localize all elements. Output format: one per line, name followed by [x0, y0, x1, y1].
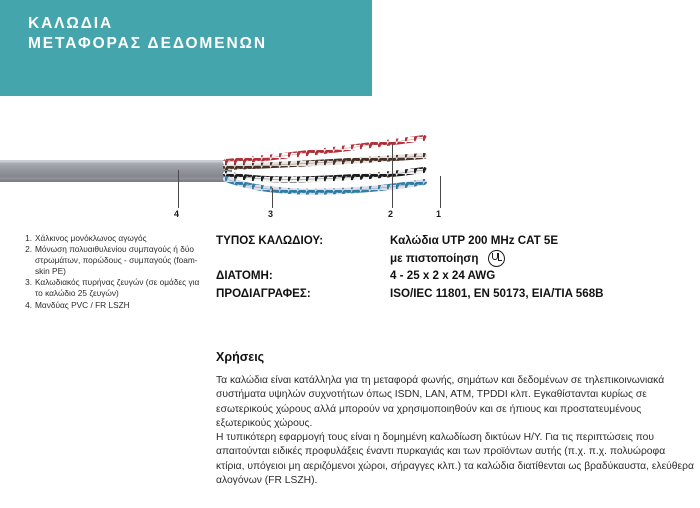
usage-section-body	[216, 374, 694, 488]
twisted-pair-black-white	[226, 170, 424, 180]
spec-label-cross-section: ΔΙΑΤΟΜΗ:	[216, 269, 273, 282]
usage-section-heading: Χρήσεις	[216, 350, 265, 364]
page-title-line-2: ΜΕΤΑΦΟΡΑΣ ΔΕΔΟΜΕΝΩΝ	[28, 35, 267, 52]
legend-item-3-label: Καλωδιακός πυρήνας ζευγών (σε ομάδες για το καλώδιο 25 ζευγών)	[35, 277, 200, 299]
spec-row-cable-type	[216, 232, 694, 250]
spec-row-cross-section	[216, 267, 694, 285]
page-title-line-1: ΚΑΛΩΔΙΑ	[28, 15, 114, 32]
header-banner	[0, 0, 372, 96]
spec-value-certification-text: με πιστοποίηση	[390, 251, 479, 265]
spec-value-cable-type: Καλώδια UTP 200 MHz CAT 5E	[390, 234, 559, 247]
spec-row-standards	[216, 285, 694, 303]
spec-label-certification-spacer	[216, 250, 390, 268]
callout-number-4: 4	[174, 209, 180, 219]
legend-list	[20, 233, 205, 311]
legend-item-2-number: 2.	[25, 244, 32, 255]
legend-item-3	[20, 277, 205, 299]
legend-item-1-number: 1.	[25, 233, 32, 243]
spec-label-standards: ΠΡΟΔΙΑΓΡΑΦΕΣ:	[216, 286, 311, 300]
legend-item-4-label: Μανδύας PVC / FR LSZH	[35, 299, 130, 310]
callout-number-3: 3	[268, 209, 274, 219]
usage-paragraph-1: Τα καλώδια είναι κατάλληλα για τη μεταφορά φωνής, σημάτων και δεδομένων σε τηλεπικοινωνιακά συστήματα υψηλών συχνοτήτων όπως ISDN, LAN, ATM, TPDDI κλπ. Εγκαθίστανται κυρίως σε εσωτερικούς χώρους αλλά μπορούν να χρησιμοποιηθούν και σε ήπιους και προστατευμένους εξωτερικούς χώρους.	[216, 375, 665, 429]
cable-diagram-svg	[0, 110, 470, 222]
callout-number-2: 2	[388, 209, 394, 219]
usage-paragraph-2: Η τυπικότερη εφαρμογή τους είναι η δομημένη καλωδίωση δικτύων Η/Υ. Για τις περιπτώσεις που απαιτούνται ειδικές προφυλάξεις έναντι πυρκαγιάς και των προϊόντων αυτής (π.χ. π.χ. πολυώροφα κτίρια, υπόγειοι μη αεριζόμενοι χώροι, σήραγγες κλπ.) τα καλώδια διατίθενται ως βραδύκαυστα, ελεύθερα αλογόνων (FR LSZH).	[216, 432, 694, 487]
spec-label-cable-type: ΤΥΠΟΣ ΚΑΛΩΔΙΟΥ:	[216, 234, 324, 247]
legend-item-4-number: 4.	[25, 299, 32, 310]
legend-item-1-label: Χάλκινος μονόκλωνος αγωγός	[35, 233, 147, 243]
cable-illustration	[0, 110, 470, 222]
legend-item-2-label: Μόνωση πολυαιθυλενίου συμπαγούς ή δύο στρωμάτων, πορώδους - συμπαγούς (foam-skin PE)	[35, 244, 198, 277]
cable-jacket	[0, 160, 232, 182]
spec-row-certification	[216, 250, 694, 268]
callout-number-1: 1	[436, 209, 442, 219]
spec-value-certification	[390, 250, 694, 268]
page-title	[28, 14, 267, 54]
legend-item-1	[20, 233, 205, 244]
legend-item-3-number: 3.	[25, 277, 32, 288]
legend-item-2	[20, 244, 205, 277]
legend-item-4	[20, 300, 205, 311]
specification-table	[216, 232, 694, 302]
spec-value-cross-section: 4 - 25 x 2 x 24 AWG	[390, 269, 496, 282]
spec-value-standards: ISO/IEC 11801, EN 50173, EIA/TIA 568B	[390, 286, 604, 300]
ul-certification-icon	[488, 250, 505, 267]
